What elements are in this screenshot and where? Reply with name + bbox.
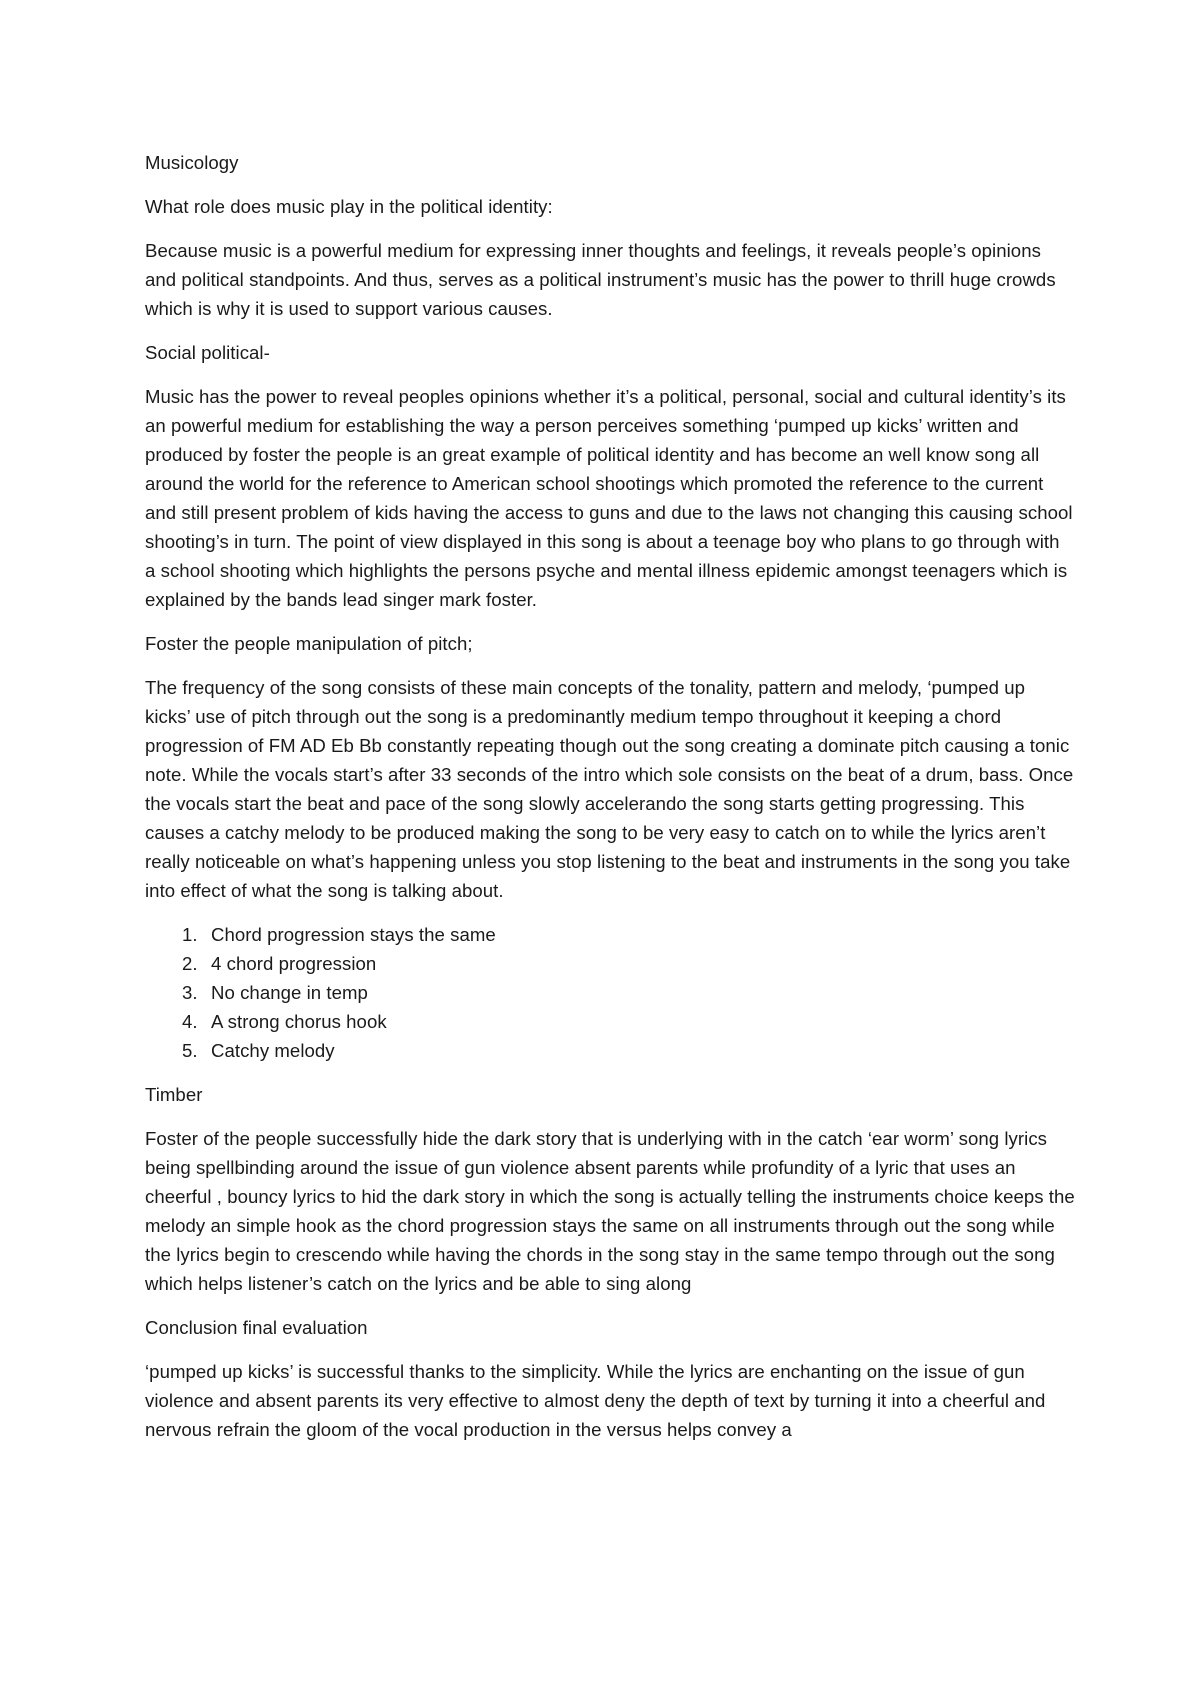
list-item [145,1007,1075,1036]
list-item-number: 2. [182,953,198,974]
social-political-heading: Social political- [145,342,270,363]
conclusion-heading: Conclusion final evaluation [145,1317,368,1338]
document-title: Musicology [145,152,239,173]
pitch-heading: Foster the people manipulation of pitch; [145,633,473,654]
list-item [145,978,1075,1007]
list-item-text: Chord progression stays the same [211,924,496,945]
question-text: What role does music play in the political identity: [145,196,553,217]
numbered-list [145,920,1075,1065]
list-item-text: No change in temp [211,982,368,1003]
social-political-paragraph: Music has the power to reveal peoples opinions whether it’s a political, personal, social and cultural identity’s its an powerful medium for establishing the way a person perceives something ‘pumped up kicks’ written and produced by foster the people is an great example of political identity and has become an well know song all around the world for the reference to American school shootings which promoted the reference to the current and still present problem of kids having the access to guns and due to the laws not changing this causing school shooting’s in turn. The point of view displayed in this song is about a teenage boy who plans to go through with a school shooting which highlights the persons psyche and mental illness epidemic amongst teenagers which is explained by the bands lead singer mark foster. [145,386,1073,610]
intro-paragraph: Because music is a powerful medium for expressing inner thoughts and feelings, it reveals people’s opinions and political standpoints. And thus, serves as a political instrument’s music has the power to thrill huge crowds which is why it is used to support various causes. [145,240,1056,319]
list-item-text: Catchy melody [211,1040,335,1061]
list-item-text: A strong chorus hook [211,1011,387,1032]
timber-paragraph: Foster of the people successfully hide the dark story that is underlying with in the catch ‘ear worm’ song lyrics being spellbinding around the issue of gun violence absent parents while profundity of a lyric that uses an cheerful , bouncy lyrics to hid the dark story in which the song is actually telling the instruments choice keeps the melody an simple hook as the chord progression stays the same on all instruments through out the song while the lyrics begin to crescendo while having the chords in the song stay in the same tempo through out the song which helps listener’s catch on the lyrics and be able to sing along [145,1128,1075,1294]
list-item [145,920,1075,949]
list-item-number: 4. [182,1011,198,1032]
list-item-number: 1. [182,924,198,945]
list-item [145,1036,1075,1065]
list-item-number: 3. [182,982,198,1003]
document-body [145,148,1075,1459]
list-item-number: 5. [182,1040,198,1061]
conclusion-paragraph: ‘pumped up kicks’ is successful thanks to the simplicity. While the lyrics are enchanting on the issue of gun violence and absent parents its very effective to almost deny the depth of text by turning it into a cheerful and nervous refrain the gloom of the vocal production in the versus helps convey a [145,1361,1046,1440]
list-item [145,949,1075,978]
timber-heading: Timber [145,1084,203,1105]
list-item-text: 4 chord progression [211,953,377,974]
pitch-paragraph: The frequency of the song consists of these main concepts of the tonality, pattern and melody, ‘pumped up kicks’ use of pitch through out the song is a predominantly medium tempo throughout it keeping a chord progression of FM AD Eb Bb constantly repeating though out the song creating a dominate pitch causing a tonic note. While the vocals start’s after 33 seconds of the intro which sole consists on the beat of a drum, bass. Once the vocals start the beat and pace of the song slowly accelerando the song starts getting progressing. This causes a catchy melody to be produced making the song to be very easy to catch on to while the lyrics aren’t really noticeable on what’s happening unless you stop listening to the beat and instruments in the song you take into effect of what the song is talking about. [145,677,1074,901]
